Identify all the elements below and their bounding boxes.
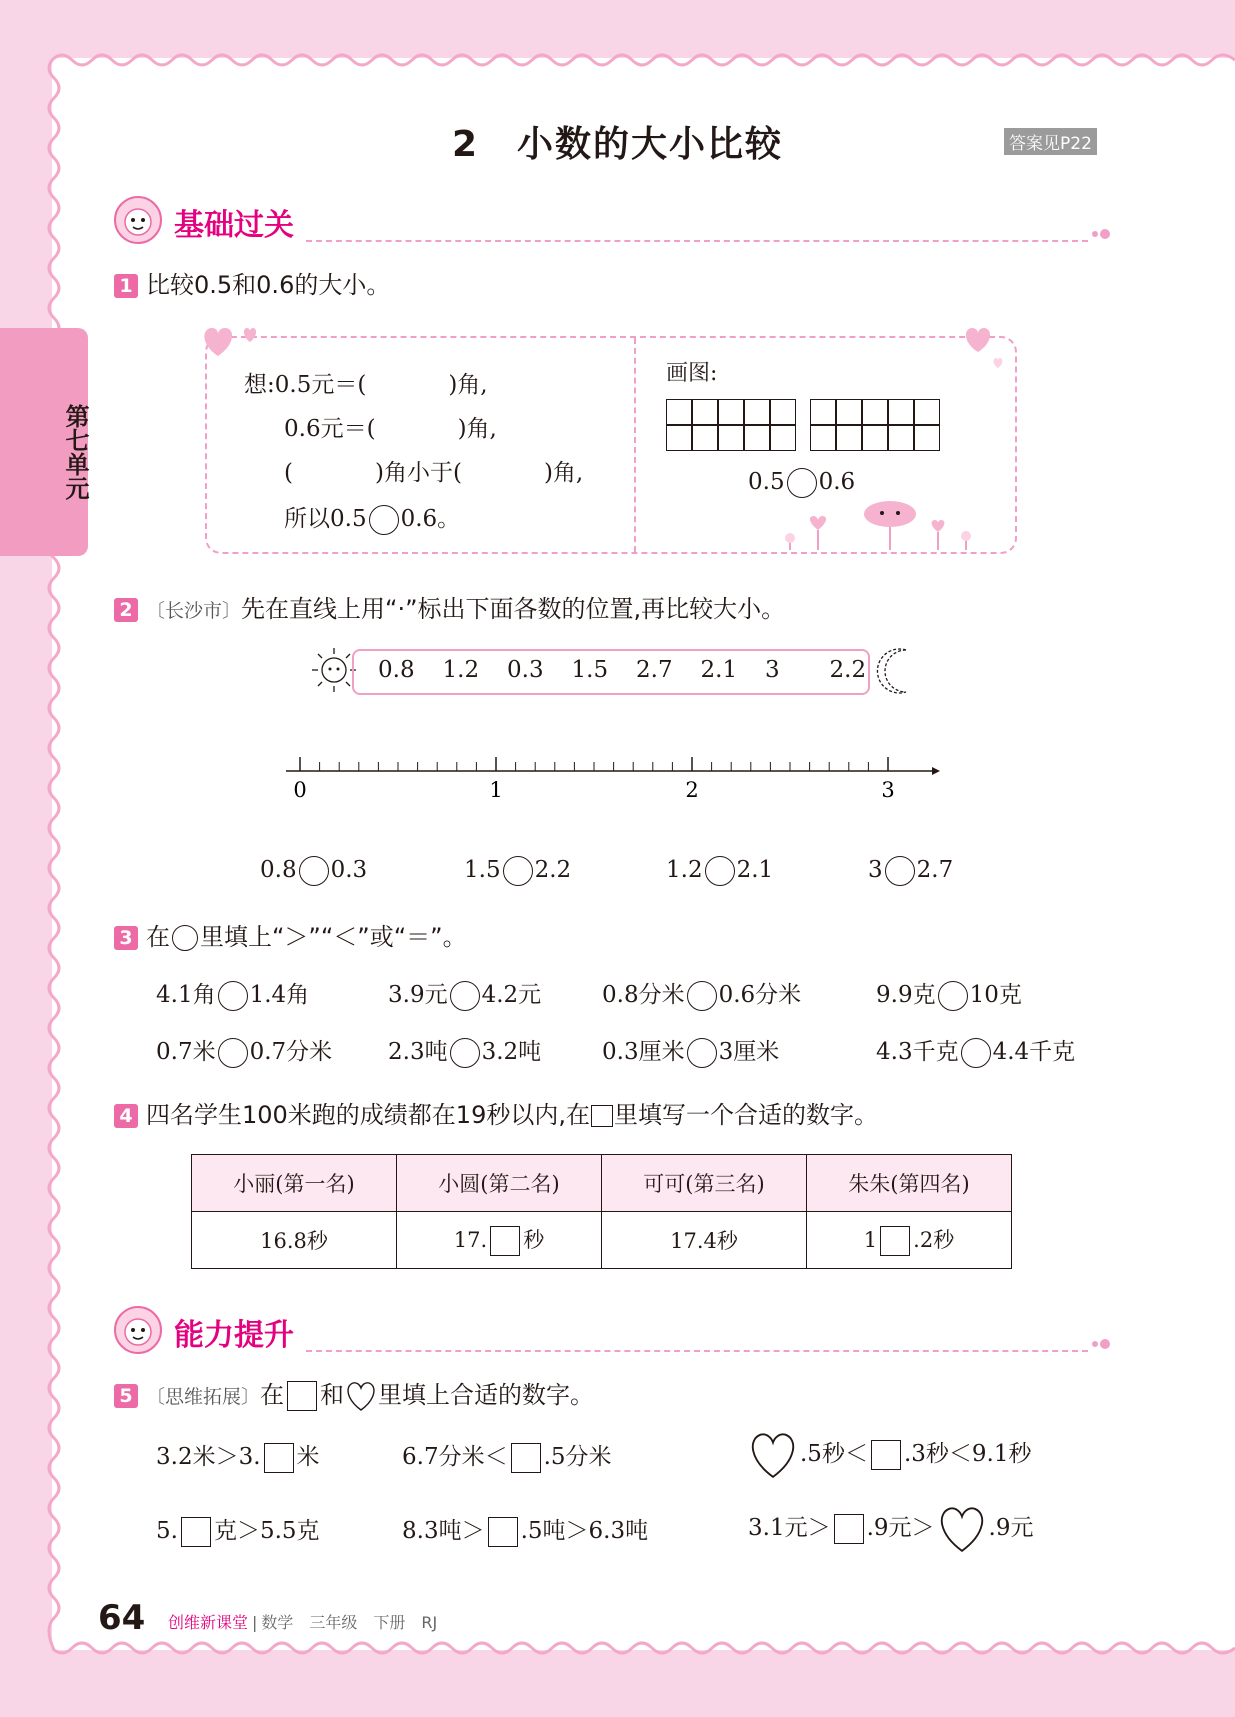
item-text: .5秒＜ <box>800 1441 868 1467</box>
number-bank-item: 1.2 <box>442 657 480 683</box>
footer-info: 创维新课堂 | 数学 三年级 下册 RJ <box>168 1613 438 1632</box>
axis-label: 1 <box>489 778 503 802</box>
compare-right: 0.6分米 <box>718 982 802 1008</box>
compare-item <box>260 856 367 886</box>
number-bank <box>352 655 870 689</box>
question-1-prompt <box>114 270 390 300</box>
line-text: 0.6元＝( <box>284 416 376 442</box>
compare-item <box>876 1033 1075 1068</box>
section-title-advanced: 能力提升 <box>174 1318 294 1353</box>
item-text: .5分米 <box>543 1444 612 1470</box>
compare-left: 3.9元 <box>388 982 448 1008</box>
axis-label: 3 <box>881 778 895 802</box>
item-text: 米 <box>296 1444 320 1470</box>
compare-circle[interactable] <box>450 981 480 1011</box>
table-header: 小圆(第二名) <box>397 1155 602 1212</box>
moon-icon <box>876 646 924 696</box>
answer-box[interactable] <box>511 1443 541 1473</box>
section-title-basic: 基础过关 <box>174 208 294 243</box>
number-bank-item: 0.8 <box>378 657 415 683</box>
footer-brand: 创维新课堂 <box>168 1613 249 1632</box>
axis-label: 0 <box>293 778 307 802</box>
compare-item <box>876 976 1022 1011</box>
sun-icon <box>310 646 358 694</box>
answer-box[interactable] <box>880 1226 910 1256</box>
question-3-row-1 <box>156 976 1116 1016</box>
grid-cell[interactable] <box>692 399 718 425</box>
grid-cell[interactable] <box>914 399 940 425</box>
compare-item <box>602 1033 779 1068</box>
compare-item <box>388 976 541 1011</box>
q5-item-2 <box>402 1438 612 1473</box>
table-header: 朱朱(第四名) <box>807 1155 1012 1212</box>
think-line-3 <box>284 454 583 487</box>
answer-box[interactable] <box>488 1517 518 1547</box>
item-text: .9元＞ <box>866 1515 935 1541</box>
question-5-prompt <box>114 1380 594 1412</box>
compare-item <box>464 856 571 886</box>
table-cell <box>397 1212 602 1269</box>
cell-text: .2秒 <box>913 1227 955 1252</box>
number-bank-item: 2.7 <box>636 657 673 683</box>
line-text: )角, <box>448 372 488 398</box>
item-text: 3.2米＞3. <box>156 1444 261 1470</box>
compare-left: 0.7米 <box>156 1039 216 1065</box>
dots-icon <box>1090 1336 1114 1352</box>
compare-circle[interactable] <box>961 1038 991 1068</box>
grid-cell[interactable] <box>666 399 692 425</box>
question-3-prompt <box>114 922 467 952</box>
circle-symbol <box>172 925 198 951</box>
compare-left: 1.5 <box>464 857 501 883</box>
frame-divider <box>634 338 636 552</box>
number-bank-item: 2.1 <box>700 657 738 683</box>
compare-left: 0.3厘米 <box>602 1039 685 1065</box>
think-line-2 <box>284 410 497 443</box>
section-divider-advanced <box>306 1350 1088 1352</box>
q5-item-4 <box>156 1512 320 1547</box>
compare-circle[interactable] <box>705 856 735 886</box>
compare-item <box>666 856 773 886</box>
compare-left: 4.1角 <box>156 982 216 1008</box>
line-text: )角, <box>543 460 584 486</box>
question-tag: 〔长沙市〕 <box>146 600 242 622</box>
wavy-border-left <box>44 58 64 1650</box>
page-title: 2 小数的大小比较 <box>451 124 784 165</box>
grid-cell[interactable] <box>666 425 692 451</box>
item-text: 8.3吨＞ <box>402 1518 485 1544</box>
question-number: 1 <box>114 274 138 298</box>
question-text: 先在直线上用“·”标出下面各数的位置,再比较大小。 <box>241 595 786 623</box>
box-symbol <box>591 1105 613 1127</box>
compare-left: 4.3千克 <box>876 1039 959 1065</box>
answer-box[interactable] <box>264 1443 294 1473</box>
think-label: 想: <box>244 372 275 398</box>
number-bank-item: 2.2 <box>829 657 867 683</box>
table-row <box>192 1212 1012 1269</box>
compare-left: 0.8 <box>260 857 297 883</box>
grid-cell[interactable] <box>888 425 914 451</box>
think-line-4 <box>284 500 460 535</box>
mascot-icon <box>112 194 164 246</box>
grid-cell[interactable] <box>744 425 770 451</box>
answer-box[interactable] <box>181 1517 211 1547</box>
question-number: 4 <box>114 1104 138 1128</box>
grid-cell[interactable] <box>692 425 718 451</box>
compare-right: 10克 <box>969 982 1022 1008</box>
compare-item <box>388 1033 541 1068</box>
unit-tab-label: 第七单元 <box>61 404 89 500</box>
draw-label: 画图: <box>666 361 718 386</box>
compare-right: 4.2元 <box>481 982 542 1008</box>
compare-right: 2.1 <box>736 857 774 883</box>
table-cell <box>807 1212 1012 1269</box>
question-3-row-2 <box>156 1033 1116 1073</box>
grid-cell[interactable] <box>862 399 888 425</box>
compare-right: 3.2吨 <box>481 1039 542 1065</box>
grid-cell[interactable] <box>888 399 914 425</box>
q5-item-6 <box>748 1504 1033 1554</box>
answer-box[interactable] <box>834 1514 864 1544</box>
item-text: 6.7分米＜ <box>402 1444 508 1470</box>
compare-right: 0.3 <box>330 857 368 883</box>
compare-circle[interactable] <box>218 981 248 1011</box>
question-number: 2 <box>114 598 138 622</box>
heart-decoration-icon <box>198 318 268 362</box>
compare-circle[interactable] <box>938 981 968 1011</box>
question-2-compares <box>260 856 1060 896</box>
section-divider-basic <box>306 240 1088 242</box>
compare-circle[interactable] <box>299 856 329 886</box>
item-text: .9元 <box>988 1515 1034 1541</box>
question-text: 里填上合适的数字。 <box>378 1381 595 1409</box>
compare-left: 0.8分米 <box>602 982 685 1008</box>
question-text: 比较0.5和0.6的大小。 <box>146 271 391 299</box>
compare-right: 2.2 <box>534 857 572 883</box>
compare-item <box>868 856 953 886</box>
wavy-border-bottom <box>52 1640 1235 1660</box>
question-text: 四名学生100米跑的成绩都在19秒以内,在 <box>146 1101 590 1129</box>
score-table <box>191 1154 1012 1269</box>
compare-right: 4.4千克 <box>992 1039 1076 1065</box>
grid-cell[interactable] <box>718 399 744 425</box>
compare-right: 3厘米 <box>718 1039 780 1065</box>
grid-cell[interactable] <box>718 425 744 451</box>
table-header: 小丽(第一名) <box>192 1155 397 1212</box>
heart-answer-icon[interactable] <box>746 1430 800 1480</box>
question-text: 在 <box>146 923 170 951</box>
item-text: 5. <box>156 1518 178 1544</box>
compare-circle[interactable] <box>218 1038 248 1068</box>
line-text: )角, <box>457 416 497 442</box>
box-symbol <box>287 1381 317 1411</box>
number-bank-item: 3 <box>765 657 780 683</box>
grid-cell[interactable] <box>810 399 836 425</box>
compare-left: 2.3吨 <box>388 1039 448 1065</box>
question-tag: 〔思维拓展〕 <box>146 1386 261 1408</box>
q5-item-1 <box>156 1438 320 1473</box>
compare-item <box>156 976 309 1011</box>
item-text: 3.1元＞ <box>748 1515 831 1541</box>
number-bank-item: 0.3 <box>507 657 544 683</box>
question-4-prompt <box>114 1100 878 1130</box>
line-text: 0.6。 <box>400 506 461 532</box>
compare-right: 1.4角 <box>249 982 310 1008</box>
grid-cell[interactable] <box>744 399 770 425</box>
grid-cell[interactable] <box>862 425 888 451</box>
axis-arrow-icon <box>932 767 940 775</box>
compare-circle[interactable] <box>687 981 717 1011</box>
compare-left: 3 <box>868 857 883 883</box>
heart-decoration-icon <box>958 322 1018 372</box>
line-text: 0.6 <box>818 469 856 495</box>
compare-circle[interactable] <box>503 856 533 886</box>
grid-cell[interactable] <box>810 425 836 451</box>
flower-decoration-icon <box>778 494 988 552</box>
table-header-row <box>192 1155 1012 1212</box>
compare-right: 2.7 <box>916 857 954 883</box>
think-line-1 <box>244 366 488 399</box>
question-text: 里填上“＞”“＜”或“＝”。 <box>200 923 467 951</box>
table-cell: 16.8秒 <box>192 1212 397 1269</box>
question-text: 和 <box>320 1381 345 1409</box>
compare-left: 1.2 <box>666 857 703 883</box>
line-text: ( <box>284 460 293 486</box>
q5-item-3 <box>746 1430 1031 1480</box>
mascot-icon <box>112 1304 164 1356</box>
line-text: 0.5 <box>748 469 785 495</box>
compare-item <box>156 1033 332 1068</box>
line-text: 0.5元＝( <box>274 372 367 398</box>
item-text: .3秒＜9.1秒 <box>903 1441 1032 1467</box>
table-cell: 17.4秒 <box>602 1212 807 1269</box>
page-number: 64 <box>98 1598 146 1638</box>
line-text: )角小于( <box>374 460 462 486</box>
question-text: 在 <box>260 1381 285 1409</box>
footer-details: 数学 三年级 下册 RJ <box>261 1613 438 1632</box>
compare-circle[interactable] <box>885 856 915 886</box>
table-header: 可可(第三名) <box>602 1155 807 1212</box>
grid-cell[interactable] <box>836 399 862 425</box>
answer-box[interactable] <box>871 1440 901 1470</box>
number-line[interactable] <box>280 745 940 805</box>
question-text: 里填写一个合适的数字。 <box>613 1101 878 1129</box>
cell-text: 秒 <box>523 1227 545 1252</box>
grid-cell[interactable] <box>914 425 940 451</box>
heart-symbol-icon <box>344 1380 378 1412</box>
compare-left: 9.9克 <box>876 982 936 1008</box>
compare-circle[interactable] <box>369 505 399 535</box>
grid-cell[interactable] <box>770 399 796 425</box>
cell-text: 17. <box>453 1227 488 1252</box>
compare-item <box>602 976 801 1011</box>
heart-answer-icon[interactable] <box>935 1504 989 1554</box>
question-number: 5 <box>114 1384 138 1408</box>
grid-cell[interactable] <box>770 425 796 451</box>
answer-box[interactable] <box>490 1226 520 1256</box>
answer-reference: 答案见P22 <box>1004 128 1097 155</box>
grid-cell[interactable] <box>836 425 862 451</box>
compare-circle[interactable] <box>450 1038 480 1068</box>
line-text: 所以0.5 <box>284 506 367 532</box>
question-number: 3 <box>114 926 138 950</box>
item-text: .5吨＞6.3吨 <box>520 1518 649 1544</box>
compare-right: 0.7分米 <box>249 1039 333 1065</box>
axis-label: 2 <box>685 778 699 802</box>
q5-item-5 <box>402 1512 648 1547</box>
number-bank-item: 1.5 <box>571 657 609 683</box>
question-2-prompt <box>114 594 785 626</box>
cell-text: 1 <box>863 1227 878 1252</box>
item-text: 克＞5.5克 <box>213 1518 320 1544</box>
wavy-border-top <box>52 48 1235 68</box>
dots-icon <box>1090 226 1114 242</box>
compare-circle[interactable] <box>687 1038 717 1068</box>
